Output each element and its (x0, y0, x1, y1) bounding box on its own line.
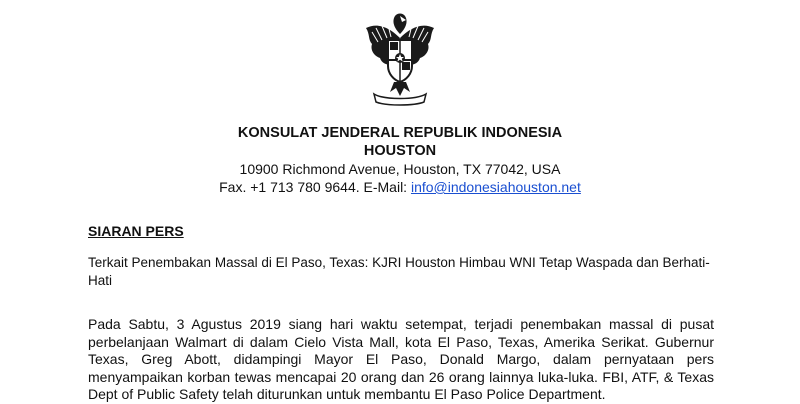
address-line: 10900 Richmond Avenue, Houston, TX 77042, USA (239, 161, 561, 177)
email-link[interactable]: info@indonesiahouston.net (410, 179, 581, 195)
org-city: HOUSTON (363, 143, 437, 159)
org-name: KONSULAT JENDERAL REPUBLIK INDONESIA (237, 125, 563, 141)
document-heading: SIARAN PERS (88, 223, 184, 239)
document-subject: Terkait Penembakan Massal di El Paso, Texas: KJRI Houston Himbau WNI Tetap Waspada dan Berhati-Hati (88, 255, 710, 288)
letterhead (0, 124, 800, 196)
body-paragraph: Pada Sabtu, 3 Agustus 2019 siang hari waktu setempat, terjadi penembakan massal di pusat perbelanjaan Walmart di dalam Cielo Vista Mall, kota El Paso, Texas, Amerika Serikat. Gubernur Texas, Greg Abott, didampingi Mayor El Paso, Donald Margo, dalam pernyataan pers menyampaikan korban tewas mencapai 20 orang dan 26 orang lainnya luka-luka. FBI, ATF, & Texas Dept of Public Safety telah diturunkan untuk membantu El Paso Police Department. (88, 316, 714, 402)
garuda-emblem-icon (360, 8, 440, 108)
contact-line (0, 178, 800, 196)
fax-label: Fax. +1 713 780 9644. E-Mail: (219, 179, 411, 195)
